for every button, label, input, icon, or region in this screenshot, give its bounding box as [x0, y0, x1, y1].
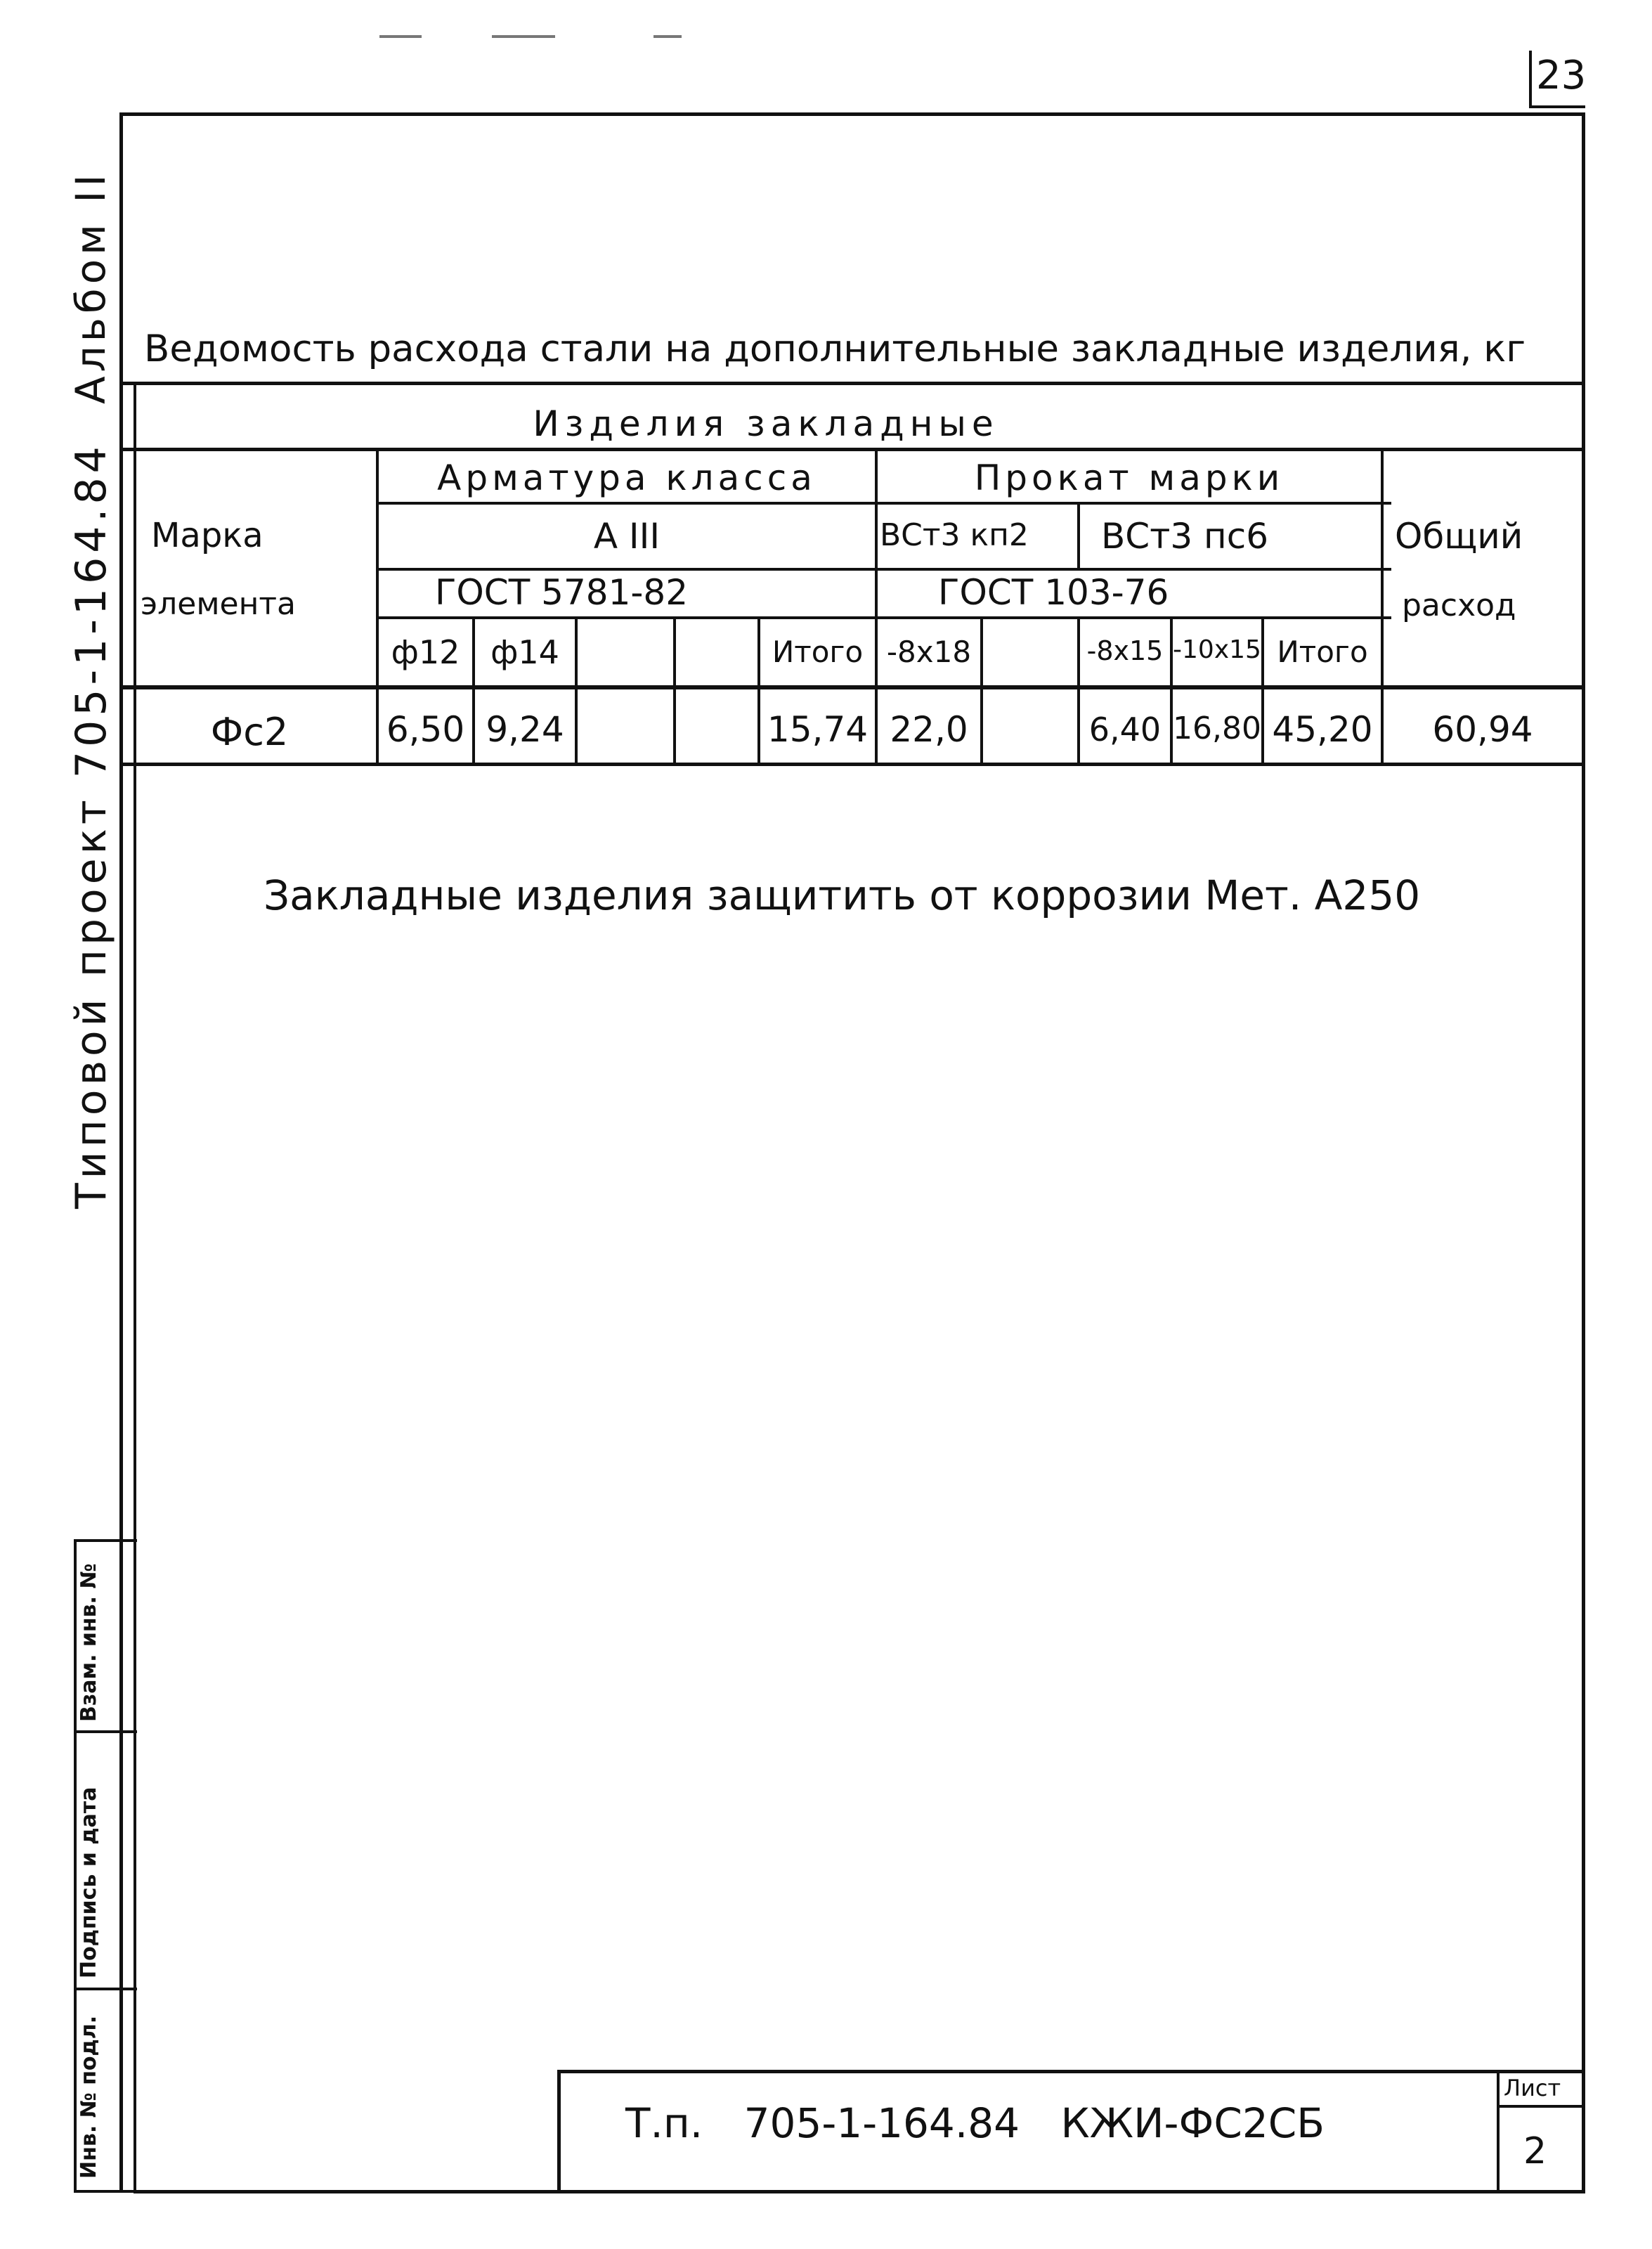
col-line — [980, 618, 983, 765]
stamp-inv-label: Инв. № подл. — [77, 2015, 101, 2179]
stamp-line — [74, 1988, 137, 1990]
stamp-replace-label: Взам. инв. № — [77, 1563, 101, 1722]
col-header: -8x15 — [1086, 635, 1164, 666]
row-value: 6,50 — [386, 709, 465, 750]
document-title: Ведомость расхода стали на дополнительные закладные изделия, кг — [144, 328, 1526, 370]
armature-class: А III — [593, 516, 661, 557]
col-line — [673, 618, 676, 765]
page-number-underline — [1529, 105, 1585, 108]
frame-left — [119, 112, 123, 2193]
sheet-label: Лист — [1504, 2075, 1561, 2101]
title-block-left — [557, 2070, 561, 2193]
table-line-gost — [376, 616, 1391, 619]
frame-right — [1582, 112, 1585, 2193]
mark-header-2: элемента — [141, 586, 296, 622]
armature-gost: ГОСТ 5781-82 — [434, 572, 689, 613]
scan-mark — [379, 35, 422, 38]
table-line-top — [123, 382, 1585, 385]
rolled-label: Прокат марки — [974, 458, 1284, 498]
rolled-gost: ГОСТ 103-76 — [938, 572, 1169, 613]
col-header: -8x18 — [886, 635, 972, 669]
col-line — [1077, 502, 1080, 569]
page-number-divider — [1529, 51, 1532, 108]
table-line-group — [123, 448, 1585, 451]
stamp-line — [74, 1539, 137, 1542]
group-header: Изделия закладные — [533, 403, 999, 444]
mark-header-1: Марка — [151, 516, 264, 555]
row-value: 9,24 — [486, 709, 564, 750]
row-value: 6,40 — [1088, 711, 1162, 748]
frame-inner-left — [134, 383, 136, 2193]
scan-mark — [492, 35, 555, 38]
stamp-line — [74, 2190, 137, 2193]
corrosion-note: Закладные изделия защитить от коррозии Мет. А250 — [264, 871, 1421, 919]
row-total: 60,94 — [1432, 709, 1533, 750]
project-label: Типовой проект 705-1-164.84 — [67, 442, 116, 1209]
total-header-2: расход — [1402, 588, 1516, 623]
col-header: Итого — [772, 635, 864, 669]
row-value: 16,80 — [1173, 711, 1261, 746]
col-header: -10x15 — [1173, 635, 1261, 664]
row-value: 15,74 — [767, 709, 869, 750]
frame-top — [119, 112, 1585, 116]
table-line-label — [376, 502, 1391, 505]
stamp-sign-label: Подпись и дата — [77, 1787, 101, 1978]
album-label: Альбом II — [67, 170, 115, 404]
col-header: ф12 — [391, 633, 460, 671]
row-mark: Фс2 — [210, 710, 289, 754]
table-line-header-bottom — [123, 685, 1585, 689]
rolled-grade-2: ВСт3 пс6 — [1101, 516, 1269, 557]
scan-mark — [653, 35, 682, 38]
rolled-grade-1: ВСт3 кп2 — [880, 517, 1029, 553]
total-header-1: Общий — [1395, 516, 1523, 557]
row-value: 22,0 — [890, 709, 968, 750]
page-number: 23 — [1536, 53, 1587, 98]
sheet-number: 2 — [1523, 2130, 1547, 2172]
title-block-code: Т.п. 705-1-164.84 КЖИ-ФС2СБ — [625, 2099, 1325, 2147]
col-header: Итого — [1277, 635, 1368, 669]
armature-label: Арматура класса — [437, 458, 817, 498]
row-value: 45,20 — [1272, 709, 1373, 750]
col-header: ф14 — [490, 633, 559, 671]
table-line-class — [376, 568, 1391, 571]
table-line-row-bottom — [123, 763, 1585, 766]
title-block-sheet-divider — [1497, 2070, 1500, 2193]
stamp-line — [74, 1730, 137, 1733]
title-block-sheet-line — [1497, 2105, 1585, 2108]
frame-bottom — [134, 2190, 1585, 2193]
col-line — [575, 618, 578, 765]
title-block-top — [557, 2070, 1585, 2073]
